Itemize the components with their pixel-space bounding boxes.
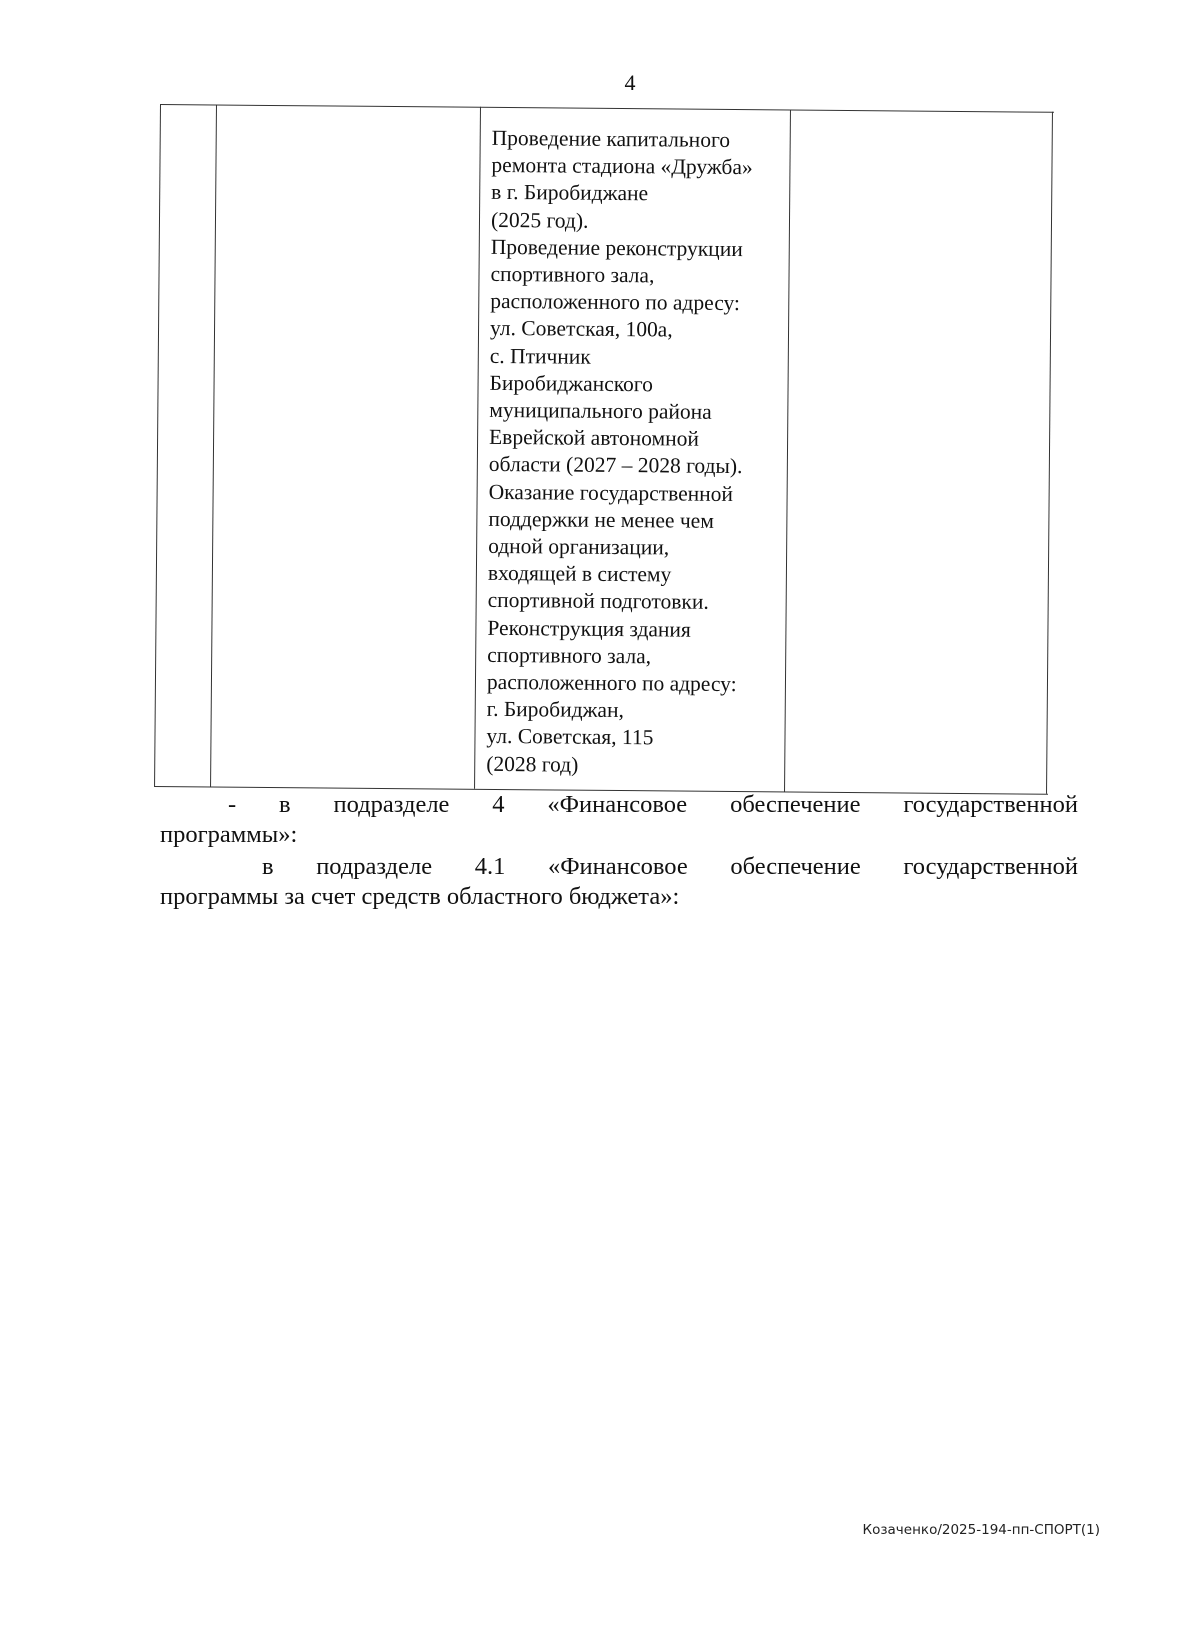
document-reference: Козаченко/2025-194-пп-СПОРТ(1) bbox=[862, 1522, 1100, 1538]
cell-line: Оказание государственной bbox=[488, 479, 734, 506]
cell-line: одной организации, bbox=[488, 533, 670, 560]
cell-line: ул. Советская, 100а, bbox=[489, 316, 673, 342]
table-left-border bbox=[154, 104, 161, 786]
table-right-border bbox=[1046, 112, 1053, 794]
table-cell-activities bbox=[486, 125, 777, 780]
word: в bbox=[279, 791, 291, 818]
word: обеспечение bbox=[730, 853, 861, 880]
cell-line: Проведение реконструкции bbox=[490, 234, 743, 261]
program-table bbox=[154, 104, 1054, 794]
word: в bbox=[262, 853, 274, 880]
cell-line: расположенного по адресу: bbox=[486, 669, 737, 697]
table-column-divider bbox=[474, 107, 481, 789]
word: подразделе bbox=[316, 853, 433, 880]
cell-line: ул. Советская, 115 bbox=[486, 724, 654, 750]
cell-line: (2028 год) bbox=[486, 751, 579, 777]
cell-line: расположенного по адресу: bbox=[490, 289, 741, 316]
paragraph-line bbox=[160, 790, 1078, 820]
word: «Финансовое bbox=[547, 791, 688, 818]
cell-line: Реконструкция здания bbox=[487, 615, 691, 642]
word: - bbox=[228, 791, 237, 818]
paragraph-subsection-4-1 bbox=[160, 852, 1078, 912]
paragraph-line bbox=[160, 852, 1078, 882]
cell-line: в г. Биробиджане bbox=[491, 180, 649, 206]
cell-line: поддержки не менее чем bbox=[488, 506, 714, 533]
cell-line: спортивного зала, bbox=[487, 642, 652, 669]
table-column-divider bbox=[210, 104, 217, 786]
cell-line: входящей в систему bbox=[487, 561, 672, 587]
word: государственной bbox=[903, 853, 1078, 880]
cell-line: муниципального района bbox=[489, 397, 712, 424]
word: обеспечение bbox=[730, 791, 861, 818]
paragraph-line: программы»: bbox=[160, 821, 298, 848]
paragraph-line: программы за счет средств областного бюджета»: bbox=[160, 883, 680, 910]
word: 4 bbox=[492, 791, 505, 818]
word: 4.1 bbox=[474, 853, 506, 880]
cell-line: г. Биробиджан, bbox=[486, 697, 625, 723]
word: государственной bbox=[903, 791, 1078, 818]
word: «Финансовое bbox=[547, 853, 688, 880]
page-number: 4 bbox=[624, 70, 636, 95]
paragraph-subsection-4 bbox=[160, 790, 1078, 850]
cell-line: Проведение капитального bbox=[491, 125, 731, 152]
cell-line: спортивного зала, bbox=[490, 261, 655, 288]
cell-line: ремонта стадиона «Дружба» bbox=[491, 153, 753, 180]
cell-line: с. Птичник bbox=[489, 343, 591, 369]
cell-line: Еврейской автономной bbox=[489, 425, 700, 451]
cell-line: спортивной подготовки. bbox=[487, 588, 709, 615]
cell-line: (2025 год). bbox=[490, 207, 589, 233]
cell-line: Биробиджанского bbox=[489, 370, 654, 397]
cell-line: области (2027 – 2028 годы). bbox=[488, 452, 743, 479]
table-top-border bbox=[160, 104, 1054, 113]
table-column-divider bbox=[784, 109, 791, 791]
word: подразделе bbox=[333, 791, 450, 818]
